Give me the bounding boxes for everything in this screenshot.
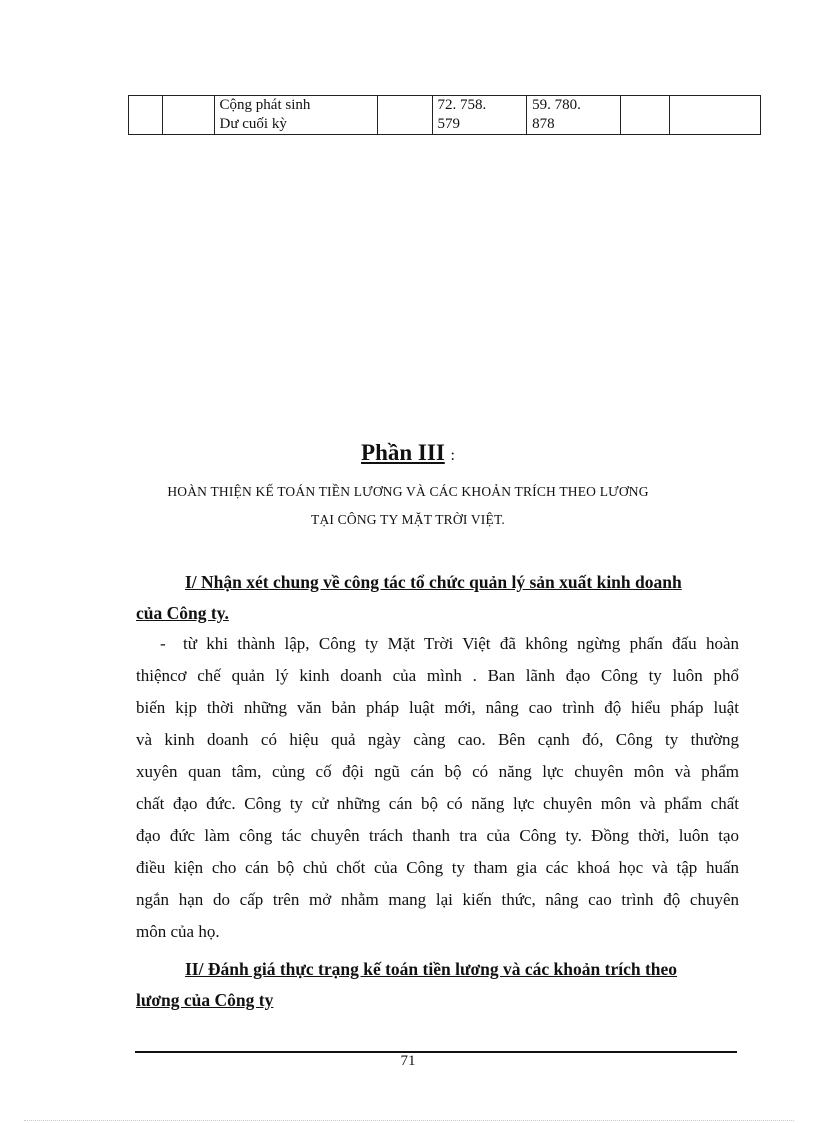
table-cell-empty <box>620 96 670 135</box>
table-cell-empty <box>377 96 432 135</box>
value-2-part-2: 878 <box>532 116 555 132</box>
table-cell-empty <box>129 96 163 135</box>
paragraph-line: ngắn hạn do cấp trên mở nhằm mang lại kiến thức, nâng cao trình độ chuyên <box>136 890 739 909</box>
paragraph-line: từ khi thành lập, Công ty Mặt Trời Việt đã không ngừng phấn đấu hoàn <box>183 634 739 653</box>
paragraph-line: môn của họ. <box>136 922 220 941</box>
value-1-part-1: 72. 758. <box>437 97 487 113</box>
value-1-part-2: 579 <box>437 116 460 132</box>
section-1-heading-line-1: I/ Nhận xét chung về công tác tổ chức quản lý sản xuất kinh doanh <box>185 572 682 592</box>
row-label-total-arising: Cộng phát sinh <box>219 97 311 113</box>
paragraph-line: điều kiện cho cán bộ chủ chốt của Công ty tham gia các khoá học và tập huấn <box>136 858 739 877</box>
paragraph-line: đạo đức làm công tác chuyên trách thanh tra của Công ty. Đồng thời, luôn tạo <box>136 826 739 845</box>
part-subtitle-line-2: TẠI CÔNG TY MẶT TRỜI VIỆT. <box>311 512 505 527</box>
page-edge-dotted-line <box>24 1120 794 1121</box>
part-title-colon: : <box>450 447 455 464</box>
table-cell-label <box>214 96 377 135</box>
part-subtitle-line-1: HOÀN THIỆN KẾ TOÁN TIỀN LƯƠNG VÀ CÁC KHOẢN TRÍCH THEO LƯƠNG <box>167 484 649 499</box>
paragraph-line: biến kịp thời những văn bản pháp luật mới, nâng cao trình độ hiểu pháp luật <box>136 698 739 717</box>
page-number: 71 <box>400 1053 416 1069</box>
paragraph-line: thiệncơ chế quản lý kinh doanh của mình . Ban lãnh đạo Công ty luôn phổ <box>136 666 739 685</box>
bullet-dash: - <box>160 634 166 653</box>
table-row <box>129 96 761 135</box>
section-2-heading-line-2: lương của Công ty <box>136 990 274 1010</box>
paragraph-line: và kinh doanh có hiệu quả ngày càng cao. Bên cạnh đó, Công ty thường <box>136 730 739 749</box>
table-cell-empty <box>162 96 214 135</box>
table-cell-empty <box>670 96 761 135</box>
paragraph-line: chất đạo đức. Công ty cử những cán bộ có năng lực chuyên môn và phẩm chất <box>136 794 739 813</box>
paragraph-line: xuyên quan tâm, củng cố đội ngũ cán bộ có năng lực chuyên môn và phẩm <box>136 762 739 781</box>
part-title-text: Phần III <box>361 440 445 465</box>
value-2-part-1: 59. 780. <box>532 97 581 113</box>
part-title <box>0 440 816 466</box>
section-2-heading-line-1: II/ Đánh giá thực trạng kế toán tiền lương và các khoản trích theo <box>185 959 678 979</box>
ledger-table-fragment <box>128 95 761 135</box>
section-1-heading-line-2: của Công ty. <box>136 603 229 623</box>
table-cell-value-1 <box>432 96 527 135</box>
row-label-ending-balance: Dư cuối kỳ <box>219 116 287 132</box>
table-cell-value-2 <box>527 96 621 135</box>
